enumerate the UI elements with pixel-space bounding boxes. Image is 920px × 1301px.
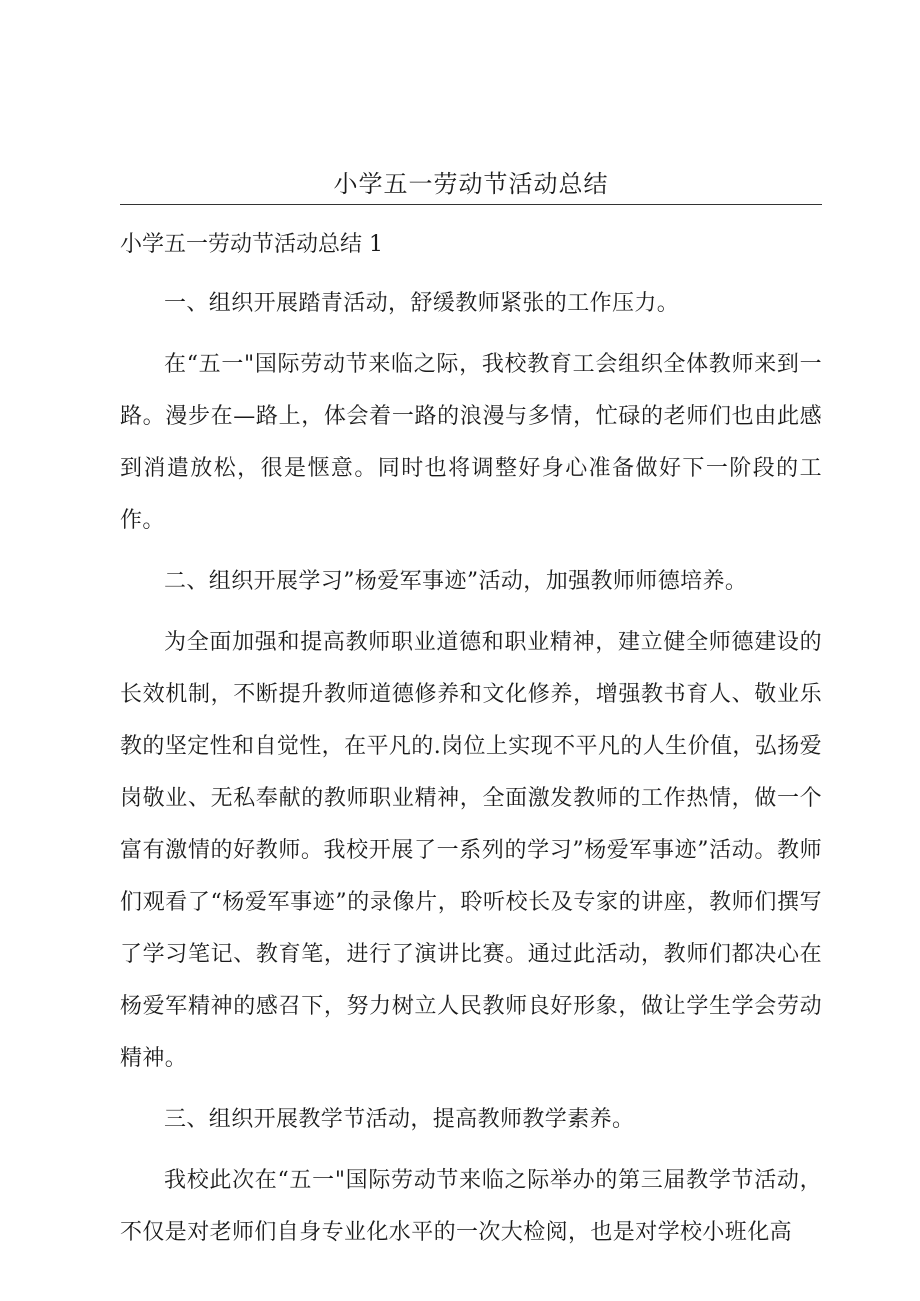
title-underline	[120, 204, 822, 205]
paragraph-heading-2: 二、组织开展学习”杨爱军事迹”活动，加强教师师德培养。	[164, 569, 748, 594]
paragraph-heading-3: 三、组织开展教学节活动，提高教师教学素养。	[164, 1107, 635, 1132]
document-title: 小学五一劳动节活动总结	[333, 170, 609, 198]
section-heading: 小学五一劳动节活动总结 1	[120, 232, 383, 257]
paragraph-heading-1: 一、组织开展踏青活动，舒缓教师紧张的工作压力。	[164, 291, 680, 316]
paragraph-body-2: 为全面加强和提高教师职业道德和职业精神，建立健全师德建设的长效机制，不断提升教师道德修养和文化修养，增强教书育人、敬业乐教的坚定性和自觉性，在平凡的.岗位上实现不平凡的人生价值，弘扬爱岗敬业、无私奉献的教师职业精神，全面激发教师的工作热情，做一个富有激情的好教师。我校开展了一系列的学习”杨爱军事迹”活动。教师们观看了“杨爱军事迹”的录像片，聆听校长及专家的讲座，教师们撰写了学习笔记、教育笔，进行了演讲比赛。通过此活动，教师们都决心在杨爱军精神的感召下，努力树立人民教师良好形象，做让学生学会劳动精神。	[120, 630, 822, 1071]
document-body	[120, 226, 822, 1259]
paragraph-body-3: 我校此次在“五一"国际劳动节来临之际举办的第三届教学节活动，不仅是对老师们自身专业化水平的一次大检阅，也是对学校小班化高	[120, 1168, 822, 1245]
paragraph-body-1: 在“五一"国际劳动节来临之际，我校教育工会组织全体教师来到一路。漫步在—路上，体会着一路的浪漫与多情，忙碌的老师们也由此感到消遣放松，很是惬意。同时也将调整好身心准备做好下一阶段的工作。	[120, 352, 822, 533]
